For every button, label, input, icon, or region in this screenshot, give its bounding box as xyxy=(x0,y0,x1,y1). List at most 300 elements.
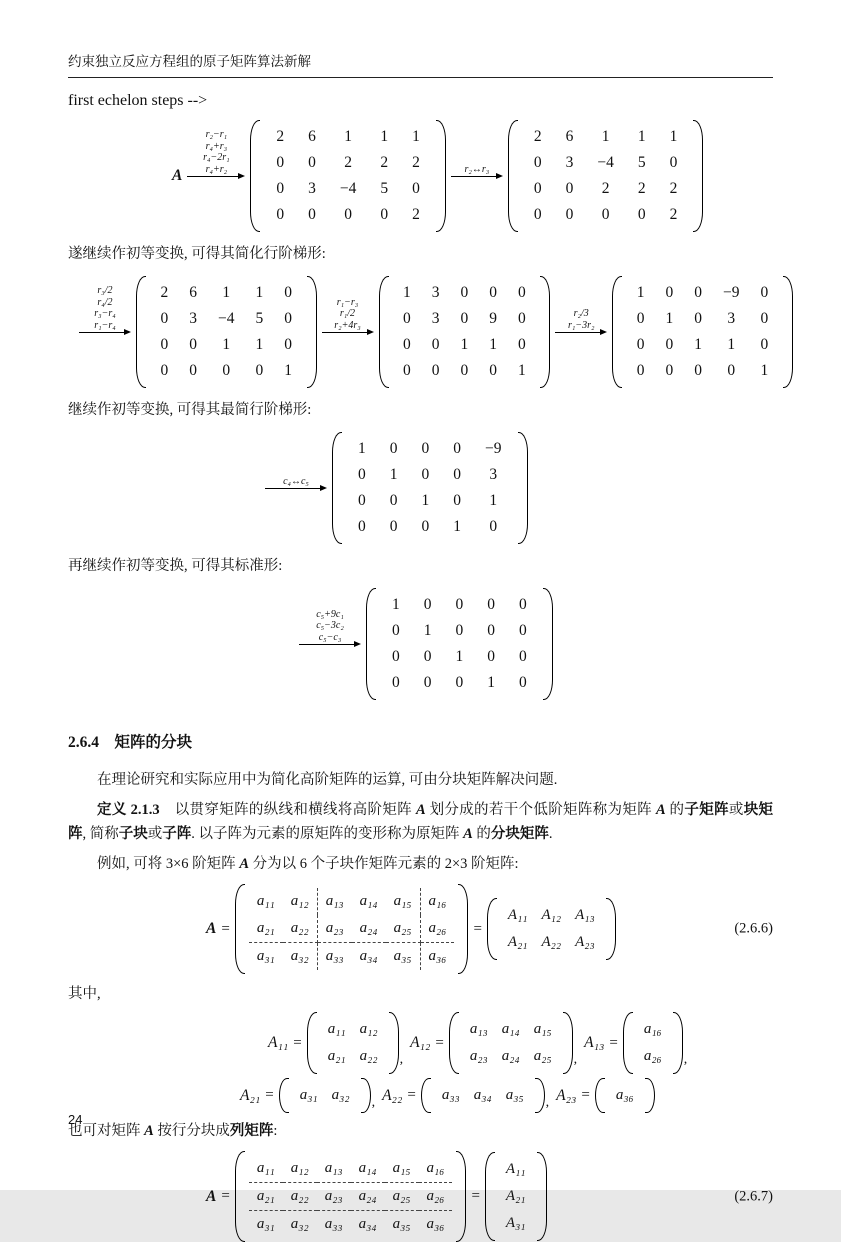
op-label-line: c₄↔c₅ xyxy=(283,475,309,487)
right-paren xyxy=(563,1012,573,1074)
matrix-grid xyxy=(291,1078,359,1113)
matrix-cell: 0 xyxy=(694,362,702,379)
comma: , xyxy=(573,1052,578,1067)
matrix-cell: a₁₃ xyxy=(325,893,344,909)
matrix-cell: 0 xyxy=(669,154,678,171)
matrix-cell: 0 xyxy=(222,362,231,379)
matrix-cell: 0 xyxy=(421,466,430,483)
text-segment: : xyxy=(273,1123,278,1139)
matrix-cell: 0 xyxy=(421,518,430,535)
matrix-cell: a₁₅ xyxy=(533,1021,552,1037)
matrix-cell: 0 xyxy=(760,336,769,353)
paragraph-t2: 继续作初等变换, 可得其最简行阶梯形: xyxy=(68,402,312,418)
matrix-cell: 1 xyxy=(380,128,389,145)
comma: , xyxy=(683,1052,688,1067)
matrix-cell: a₁₄ xyxy=(351,1155,385,1183)
right-paren xyxy=(535,1078,545,1113)
block-name: A₁₃ xyxy=(584,1034,605,1051)
left-paren xyxy=(235,1151,245,1242)
right-paren xyxy=(518,432,528,544)
left-paren xyxy=(379,276,389,388)
left-paren xyxy=(279,1078,289,1113)
text-segment: 也可对矩阵 xyxy=(68,1123,145,1139)
matrix-cell: a₁₃ xyxy=(317,1155,351,1183)
matrix-cell: 0 xyxy=(160,310,169,327)
matrix-cell: 1 xyxy=(412,128,420,145)
row-op-labels xyxy=(203,129,229,175)
right-paren xyxy=(606,898,616,960)
paragraph-definition xyxy=(68,798,773,846)
matrix-cell: 1 xyxy=(423,622,432,639)
matrix-cell: a₂₅ xyxy=(385,1183,419,1211)
matrix xyxy=(136,276,317,388)
matrix-cell: 1 xyxy=(222,284,231,301)
matrix-cell: 1 xyxy=(489,336,497,353)
matrix-cell: a₃₆ xyxy=(615,1087,634,1103)
matrix-cell: 0 xyxy=(694,310,702,327)
matrix-cell: a₃₂ xyxy=(331,1087,350,1103)
text-segment: 或 xyxy=(728,802,744,818)
op-label-line: r₄+r₂ xyxy=(205,163,228,175)
matrix-cell: 0 xyxy=(460,362,469,379)
op-label-line: r₃/2 xyxy=(97,285,113,296)
matrix-cell: 6 xyxy=(308,128,316,145)
text-segment: 的 xyxy=(665,802,685,818)
matrix-cell: 0 xyxy=(565,206,574,223)
op-label-line: c₅+9c₁ xyxy=(316,608,344,620)
matrix-cell: 0 xyxy=(760,310,769,327)
matrix-cell: 0 xyxy=(160,362,169,379)
matrix-cell: 2 xyxy=(412,206,420,223)
matrix-cell: a₂₆ xyxy=(643,1048,662,1064)
matrix-cell: a₁₆ xyxy=(643,1021,662,1037)
matrix-cell: 2 xyxy=(601,180,610,197)
matrix-cell: a₂₁ xyxy=(249,915,283,943)
left-paren xyxy=(612,276,622,388)
matrix-grid xyxy=(520,120,692,232)
op-label-line: r₂−r₁ xyxy=(205,129,228,140)
matrix-cell: 0 xyxy=(460,284,469,301)
matrix-cell: 1 xyxy=(694,336,702,353)
matrix-grid xyxy=(497,1152,535,1241)
matrix-cell: a₂₂ xyxy=(283,1183,317,1211)
row-op-arrow xyxy=(187,129,245,180)
matrix-cell: 0 xyxy=(403,336,411,353)
right-paren xyxy=(537,1152,547,1241)
text-segment: 或 xyxy=(147,826,163,842)
section-heading: 2.6.4 矩阵的分块 xyxy=(68,734,193,751)
matrix xyxy=(595,1078,655,1113)
matrix-cell: 0 xyxy=(601,206,610,223)
text-segment: 子矩阵 xyxy=(684,802,729,818)
matrix-cell: 0 xyxy=(276,154,285,171)
matrix-cell: A₁₁ xyxy=(507,907,528,923)
right-paren xyxy=(783,276,793,388)
matrix-grid xyxy=(607,1078,643,1113)
op-label-line: c₅−c₃ xyxy=(318,631,342,643)
page-content: 约束独立反应方程组的原子矩阵算法新解 first echelon steps --> A r₂−r₁ r₄+r₃ r₄−2r₁ r₄+r₂ 2 6 1 1 1 0 0 2 2 2 0 3 −4 5 0 0 0 0 0 2 r₂↔r₃ 2 6 1 1 1 0 3 −4 5 0 0 0 2 2 2 0 0 0 0 2 遂继续作初等变换, 可得其简化行阶梯形: r₃/2 r₄/2 r₃−r₄ r₁−r₄ 2 6 1 1 0 0 3 −4 5 0 0 0 1 1 0 0 0 0 0 1 r₁−r₃ r₁/2 r₂+4r₃ 1 3 0 0 0 0 3 0 9 0 0 0 1 1 0 0 0 0 0 1 r₂/3 r₁−3r₂ 1 0 0 −9 0 0 1 0 3 0 0 0 1 1 0 0 0 0 0 1 继续作初等变换, 可得其最简行阶梯形: c₄↔c₅ 1 0 0 0 −9 0 1 0 0 3 0 0 1 0 1 0 0 0 1 0 再继续作初等变换, 可得其标准形: c₅+9c₁ c₅−3c₂ c₅−c₃ 1 0 0 0 0 0 1 0 0 0 0 0 1 0 0 0 0 0 1 0 2.6.4 矩阵的分块 在理论研究和实际应用中为简化高阶矩阵的运算, 可由分块矩阵解决问题. 定义 2.1.3 以贯穿矩阵的纵线和横线将高阶矩阵 A 划分成的若干个低阶矩阵称为矩阵 A 的子矩阵或块矩阵, 简称子块或子阵. 以子阵为元素的原矩阵的变形称为原矩阵 A 的分块矩阵. 例如, 可将 3×6 阶矩阵 A 分为以 6 个子块作矩阵元素的 2×3 阶矩阵: A = a₁₁ a₁₂ a₁₃ a₁₄ a₁₅ a₁₆ a₂₁ a₂₂ a₂₃ a₂₄ a₂₅ a₂₆ a₃₁ a₃₂ a₃₃ a₃₄ a₃₅ a₃₆ = A₁₁ A₁₂ A₁₃ A₂₁ A₂₂ A₂₃ (2.6.6) 其中, A₁₁ = a₁₁ a₁₂ a₂₁ a₂₂ , A₁₂ = a₁₃ a₁₄ a₁₅ a₂₃ a₂₄ a₂₅ , A₁₃ = a₁₆ a₂₆ , A₂₁ = a₃₁ a₃₂ , A₂₂ = a₃₃ a₃₄ a₃₅ , A₂₃ = a₃₆ 也可对矩阵 A 按行分块成列矩阵: A = a₁₁ a₁₂ a₁₃ a₁₄ a₁₅ a₁₆ a₂₁ a₂₂ a₂₃ a₂₄ a₂₅ a₂₆ a₃₁ a₃₂ a₃₃ a₃₄ a₃₅ a₃₆ = A₁₁ A₂₁ A₃₁ (2.6.7) xyxy=(0,0,841,1242)
right-paren xyxy=(458,884,468,974)
matrix xyxy=(449,1012,573,1074)
matrix-cell: 1 xyxy=(344,128,352,145)
matrix-cell: a₃₁ xyxy=(299,1087,318,1103)
left-paren xyxy=(250,120,260,232)
arrow-shaft xyxy=(79,328,131,336)
matrix-cell: 2 xyxy=(669,180,678,197)
matrix-cell: 2 xyxy=(380,154,389,171)
matrix-cell: 0 xyxy=(453,466,461,483)
matrix-cell: −9 xyxy=(485,440,502,457)
matrix-cell: 0 xyxy=(489,362,497,379)
op-label-line: r₄/2 xyxy=(97,296,113,308)
matrix-cell: 2 xyxy=(637,180,646,197)
equation-tag: (2.6.7) xyxy=(734,1188,773,1204)
right-paren xyxy=(436,120,446,232)
op-label-line: r₁−r₃ xyxy=(336,296,359,308)
matrix-cell: 0 xyxy=(519,674,527,691)
equals-sign: = xyxy=(435,1034,444,1051)
equation-267 xyxy=(206,1151,773,1242)
matrix-cell: a₃₅ xyxy=(386,943,421,970)
matrix-cell: 1 xyxy=(518,362,526,379)
matrix-cell: 1 xyxy=(487,674,495,691)
matrix-cell: 0 xyxy=(519,648,527,665)
block-name: A₂₁ xyxy=(240,1086,261,1104)
text-segment: 划分成的若干个低阶矩阵称为矩阵 xyxy=(425,802,656,818)
matrix-cell: a₃₂ xyxy=(290,1216,309,1232)
equation-266 xyxy=(206,884,773,974)
matrix-grid xyxy=(344,432,516,544)
text-segment: 子阵 xyxy=(162,826,192,842)
text-segment: A xyxy=(463,826,473,842)
matrix-cell: A₃₁ xyxy=(505,1215,526,1231)
matrix-cell: 1 xyxy=(403,284,411,301)
matrix-cell: 1 xyxy=(727,336,736,353)
matrix xyxy=(508,120,704,232)
left-paren xyxy=(508,120,518,232)
left-paren xyxy=(366,588,376,700)
right-paren xyxy=(543,588,553,700)
equals-sign: = xyxy=(265,1087,274,1103)
op-label-line: r₂+4r₃ xyxy=(334,319,361,331)
matrix-cell: a₂₃ xyxy=(317,1183,351,1211)
text-segment: A xyxy=(415,802,426,818)
left-paren xyxy=(332,432,342,544)
matrix-cell: 3 xyxy=(189,310,197,327)
matrix-flow-row-2 xyxy=(74,276,773,388)
matrix-cell: a₁₂ xyxy=(283,888,318,915)
matrix-flow-row-3 xyxy=(260,432,773,544)
row-op-arrow xyxy=(451,163,503,180)
matrix-cell: 0 xyxy=(392,674,400,691)
matrix-cell: 0 xyxy=(308,154,316,171)
text-segment: 子块 xyxy=(118,826,148,842)
row-op-arrow xyxy=(322,296,374,336)
matrix-cell: a₁₄ xyxy=(501,1021,520,1037)
matrix-cell: 0 xyxy=(392,622,400,639)
matrix-cell: a₁₆ xyxy=(428,893,447,909)
matrix-cell: a₂₂ xyxy=(359,1048,378,1064)
op-label-line: r₁−r₄ xyxy=(94,319,116,331)
matrix-cell: 0 xyxy=(487,648,495,665)
right-paren xyxy=(456,1151,466,1242)
matrix-cell: 0 xyxy=(637,206,646,223)
left-paren xyxy=(235,884,245,974)
matrix xyxy=(612,276,793,388)
right-paren xyxy=(361,1078,371,1113)
comma: , xyxy=(545,1095,550,1110)
running-header-text: 约束独立反应方程组的原子矩阵算法新解 xyxy=(68,54,311,69)
matrix-cell: 2 xyxy=(276,128,285,145)
matrix-cell: 0 xyxy=(487,596,495,613)
left-paren xyxy=(487,898,497,960)
matrix xyxy=(307,1012,399,1074)
right-paren xyxy=(389,1012,399,1074)
matrix-cell: a₃₄ xyxy=(473,1087,492,1103)
matrix xyxy=(279,1078,371,1113)
matrix-grid xyxy=(461,1012,561,1074)
row-op-arrow xyxy=(555,308,607,336)
text-segment: 块矩阵 xyxy=(68,802,774,842)
matrix-cell: 1 xyxy=(637,128,646,145)
matrix-cell: 0 xyxy=(344,206,352,223)
matrix-cell: A₂₁ xyxy=(507,934,528,950)
left-paren xyxy=(485,1152,495,1241)
matrix-cell: 0 xyxy=(489,518,498,535)
column-op-arrow xyxy=(265,475,327,492)
text-segment: 按行分块成 xyxy=(153,1123,230,1139)
matrix-cell: 0 xyxy=(255,362,264,379)
matrix-cell: 0 xyxy=(565,180,574,197)
matrix-cell: A₁₂ xyxy=(541,907,562,923)
matrix-cell: 2 xyxy=(344,154,352,171)
block-name: A₂₃ xyxy=(556,1086,577,1104)
equals-sign: = xyxy=(473,920,482,937)
matrix-cell: 3 xyxy=(431,284,440,301)
left-paren xyxy=(307,1012,317,1074)
matrix-cell: 1 xyxy=(455,648,464,665)
matrix-cell: a₃₆ xyxy=(426,1216,445,1232)
matrix-cell: 2 xyxy=(160,284,169,301)
arrow-shaft xyxy=(322,328,374,336)
matrix-cell: a₃₅ xyxy=(505,1087,524,1103)
op-label-line: c₅−3c₂ xyxy=(316,620,344,631)
op-label-line: r₄+r₃ xyxy=(205,140,228,152)
equals-sign: = xyxy=(407,1087,416,1103)
matrix-cell: −4 xyxy=(597,154,614,171)
equals-sign: = xyxy=(471,1188,480,1204)
matrix-cell: 0 xyxy=(389,518,398,535)
equals-sign: = xyxy=(609,1034,618,1051)
matrix-cell: 0 xyxy=(276,180,285,197)
matrix-cell: 0 xyxy=(389,492,398,509)
comma: , xyxy=(399,1052,404,1067)
matrix-cell: 0 xyxy=(665,336,674,353)
matrix-A-symbol: A xyxy=(206,920,217,937)
matrix-cell: a₃₂ xyxy=(283,943,318,970)
matrix-cell: a₁₃ xyxy=(469,1021,488,1037)
matrix-cell: a₁₁ xyxy=(327,1021,346,1037)
matrix-cell: 0 xyxy=(518,336,526,353)
matrix-cell: a₁₆ xyxy=(419,1155,453,1183)
matrix-cell: 9 xyxy=(489,310,497,327)
matrix-cell: 1 xyxy=(460,336,469,353)
matrix-cell: 0 xyxy=(636,336,645,353)
matrix-cell: 0 xyxy=(533,154,542,171)
matrix xyxy=(250,120,446,232)
matrix-cell: A₂₁ xyxy=(505,1188,526,1204)
matrix-cell: a₁₂ xyxy=(359,1021,378,1037)
matrix-grid xyxy=(499,898,604,960)
matrix-cell: 0 xyxy=(403,362,411,379)
paragraph-t3: 再继续作初等变换, 可得其标准形: xyxy=(68,558,283,574)
matrix-cell: 0 xyxy=(423,674,432,691)
matrix-cell: 1 xyxy=(392,596,400,613)
matrix-cell: 0 xyxy=(460,310,469,327)
text-segment: A xyxy=(239,856,249,872)
matrix-cell: 1 xyxy=(389,466,398,483)
matrix-cell: 0 xyxy=(189,336,197,353)
paragraph-t1: 遂继续作初等变换, 可得其简化行阶梯形: xyxy=(68,246,326,262)
column-block-matrix xyxy=(485,1152,547,1241)
matrix-cell: 0 xyxy=(431,362,440,379)
matrix-cell: −4 xyxy=(339,180,357,197)
matrix-cell: a₂₃ xyxy=(318,915,352,943)
transform-arrow-group xyxy=(172,129,250,185)
text-segment: . 以子阵为元素的原矩阵的变形称为原矩阵 xyxy=(191,826,464,842)
matrix-cell: 0 xyxy=(358,518,366,535)
paragraph-among: 其中, xyxy=(68,986,101,1002)
matrix-cell: 0 xyxy=(423,648,432,665)
matrix-grid xyxy=(247,884,457,974)
row-op-arrow xyxy=(79,285,131,336)
matrix-cell: 0 xyxy=(284,284,292,301)
matrix xyxy=(366,588,553,700)
matrix-cell: a₃₆ xyxy=(428,948,447,964)
matrix-cell: −9 xyxy=(723,284,740,301)
matrix-cell: 0 xyxy=(665,284,674,301)
equals-sign: = xyxy=(293,1034,302,1051)
right-paren xyxy=(693,120,703,232)
matrix-cell: 1 xyxy=(284,362,292,379)
column-op-arrow xyxy=(299,608,361,648)
text-segment: 列矩阵 xyxy=(229,1123,274,1139)
matrix-grid xyxy=(635,1012,671,1074)
matrix-cell: 5 xyxy=(255,310,264,327)
matrix-cell: a₃₅ xyxy=(392,1216,411,1232)
partitioned-matrix xyxy=(235,1151,467,1242)
matrix-cell: a₂₁ xyxy=(327,1048,346,1064)
column-op-labels xyxy=(316,609,344,644)
matrix-cell: 0 xyxy=(518,310,526,327)
matrix-cell: 0 xyxy=(665,362,674,379)
matrix-cell: 0 xyxy=(421,440,430,457)
op-label-line: r₃−r₄ xyxy=(94,308,116,319)
matrix-cell: 1 xyxy=(255,284,264,301)
row-op-labels xyxy=(94,285,115,331)
left-paren xyxy=(623,1012,633,1074)
matrix-cell: a₂₆ xyxy=(419,1183,453,1211)
matrix-A-symbol: A xyxy=(206,1187,217,1205)
matrix-cell: 0 xyxy=(389,440,398,457)
matrix-cell: 0 xyxy=(518,284,526,301)
matrix-cell: 0 xyxy=(727,362,736,379)
matrix-cell: 0 xyxy=(636,310,645,327)
matrix-cell: a₃₄ xyxy=(358,1216,377,1232)
matrix-cell: a₃₃ xyxy=(441,1087,460,1103)
matrix-grid xyxy=(247,1151,455,1242)
matrix xyxy=(332,432,528,544)
matrix-cell: 0 xyxy=(455,596,464,613)
op-label-line: r₁−3r₂ xyxy=(568,319,595,331)
text-segment: . xyxy=(548,826,553,842)
matrix-grid xyxy=(391,276,539,388)
matrix-grid xyxy=(624,276,781,388)
matrix-cell: 0 xyxy=(160,336,169,353)
left-paren xyxy=(449,1012,459,1074)
matrix-cell: 0 xyxy=(453,440,461,457)
arrow-shaft xyxy=(555,328,607,336)
matrix-cell: 1 xyxy=(760,362,769,379)
matrix-cell: a₃₁ xyxy=(256,948,275,964)
matrix-cell: 0 xyxy=(284,310,292,327)
matrix-grid xyxy=(319,1012,387,1074)
matrix-cell: 0 xyxy=(455,622,464,639)
comma: , xyxy=(371,1095,376,1110)
matrix-cell: 1 xyxy=(358,440,366,457)
matrix-cell: 0 xyxy=(358,466,366,483)
matrix-cell: a₂₅ xyxy=(386,915,421,943)
matrix-cell: 0 xyxy=(423,596,432,613)
matrix-cell: 0 xyxy=(380,206,389,223)
partitioned-matrix xyxy=(235,884,469,974)
matrix-cell: a₃₃ xyxy=(324,1216,343,1232)
left-paren xyxy=(421,1078,431,1113)
block-definitions-line-2 xyxy=(240,1078,773,1113)
paragraph-rowsplit xyxy=(68,1119,773,1143)
matrix-cell: 0 xyxy=(455,674,464,691)
page-number: 24 xyxy=(68,1112,83,1127)
matrix-cell: 0 xyxy=(358,492,366,509)
matrix xyxy=(623,1012,683,1074)
block-matrix xyxy=(487,898,616,960)
matrix-cell: 1 xyxy=(453,518,461,535)
matrix-cell: 1 xyxy=(489,492,498,509)
matrix-cell: 1 xyxy=(421,492,430,509)
matrix-grid xyxy=(433,1078,533,1113)
matrix-cell: 0 xyxy=(403,310,411,327)
matrix-grid xyxy=(262,120,434,232)
matrix-cell: 5 xyxy=(637,154,646,171)
matrix-cell: 0 xyxy=(533,180,542,197)
matrix xyxy=(421,1078,545,1113)
matrix-cell: 0 xyxy=(431,336,440,353)
block-name: A₁₁ xyxy=(268,1034,289,1051)
matrix-cell: 0 xyxy=(519,596,527,613)
matrix-cell: 1 xyxy=(255,336,264,353)
equals-sign: = xyxy=(581,1087,590,1103)
matrix xyxy=(379,276,551,388)
matrix-cell: a₂₂ xyxy=(283,915,318,943)
matrix-cell: 1 xyxy=(665,310,674,327)
matrix-cell: a₂₆ xyxy=(421,915,455,943)
paragraph-example xyxy=(68,852,773,876)
equation-tag: (2.6.6) xyxy=(734,920,773,937)
paragraph-intro: 在理论研究和实际应用中为简化高阶矩阵的运算, 可由分块矩阵解决问题. xyxy=(97,772,558,788)
matrix-cell: 1 xyxy=(636,284,645,301)
matrix-cell: 5 xyxy=(380,180,389,197)
matrix-cell: a₂₁ xyxy=(249,1183,283,1211)
